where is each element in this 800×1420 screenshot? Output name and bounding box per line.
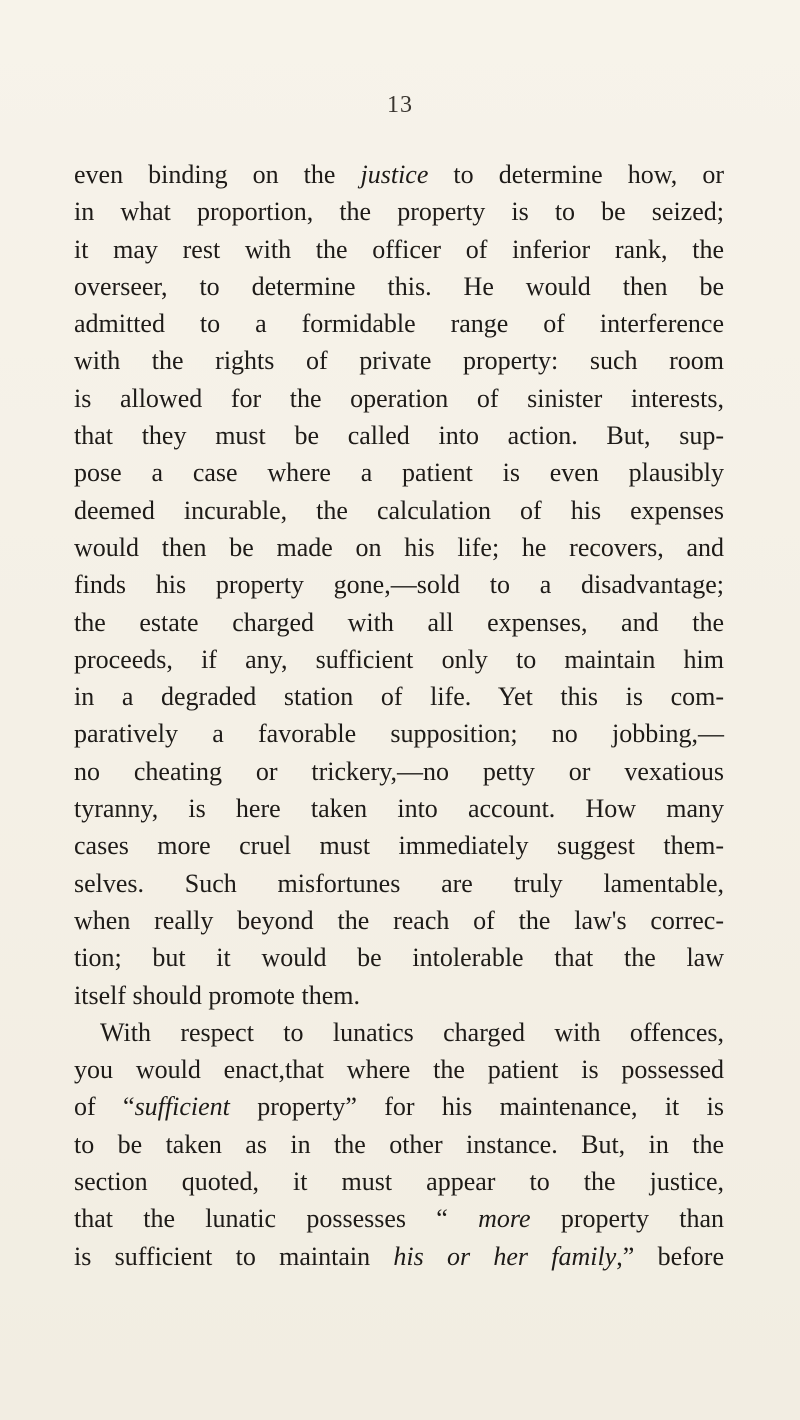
- text-line: tion; but it would be intolerable that the law: [74, 943, 724, 973]
- text-line: admitted to a formidable range of interference: [74, 309, 724, 339]
- text-line: pose a case where a patient is even plausibly: [74, 458, 724, 488]
- text-line: paratively a favorable supposition; no jobbing,—: [74, 719, 724, 749]
- text-line: no cheating or trickery,—no petty or vexatious: [74, 756, 724, 786]
- text-line: in a degraded station of life. Yet this is com-: [74, 682, 724, 712]
- text-line: that they must be called into action. But, sup-: [74, 421, 724, 451]
- text-line: would then be made on his life; he recovers, and: [74, 532, 724, 562]
- text-line: With respect to lunatics charged with offences,: [100, 1017, 724, 1047]
- text-line: is sufficient to maintain his or her family,” before: [74, 1241, 725, 1271]
- text-line: even binding on the justice to determine how, or: [74, 160, 724, 189]
- text-line: cases more cruel must immediately suggest them-: [74, 831, 724, 861]
- text-line: overseer, to determine this. He would then be: [74, 271, 724, 301]
- text-line: it may rest with the officer of inferior rank, the: [74, 234, 724, 264]
- text-line: tyranny, is here taken into account. How many: [74, 794, 724, 824]
- text-line: in what proportion, the property is to be seized;: [74, 197, 724, 227]
- text-line: to be taken as in the other instance. But, in the: [74, 1129, 724, 1159]
- body-text: [74, 156, 724, 1275]
- text-line: section quoted, it must appear to the justice,: [74, 1167, 724, 1197]
- text-line: you would enact,that where the patient is possessed: [74, 1055, 724, 1085]
- text-line: deemed incurable, the calculation of his expenses: [74, 495, 724, 525]
- text-line: with the rights of private property: such room: [74, 346, 724, 376]
- text-line: proceeds, if any, sufficient only to maintain him: [74, 644, 724, 674]
- text-line: finds his property gone,—sold to a disadvantage;: [74, 570, 724, 600]
- page-number: 13: [387, 92, 413, 118]
- text-line: the estate charged with all expenses, and the: [74, 607, 724, 637]
- text-line: when really beyond the reach of the law's correc-: [74, 905, 724, 935]
- text-line: of “sufficient property” for his maintenance, it is: [74, 1092, 724, 1122]
- text-line: itself should promote them.: [74, 980, 360, 1010]
- text-line: selves. Such misfortunes are truly lamentable,: [74, 868, 724, 898]
- text-line: is allowed for the operation of sinister interests,: [74, 383, 724, 413]
- text-line: that the lunatic possesses “ more property than: [74, 1204, 724, 1234]
